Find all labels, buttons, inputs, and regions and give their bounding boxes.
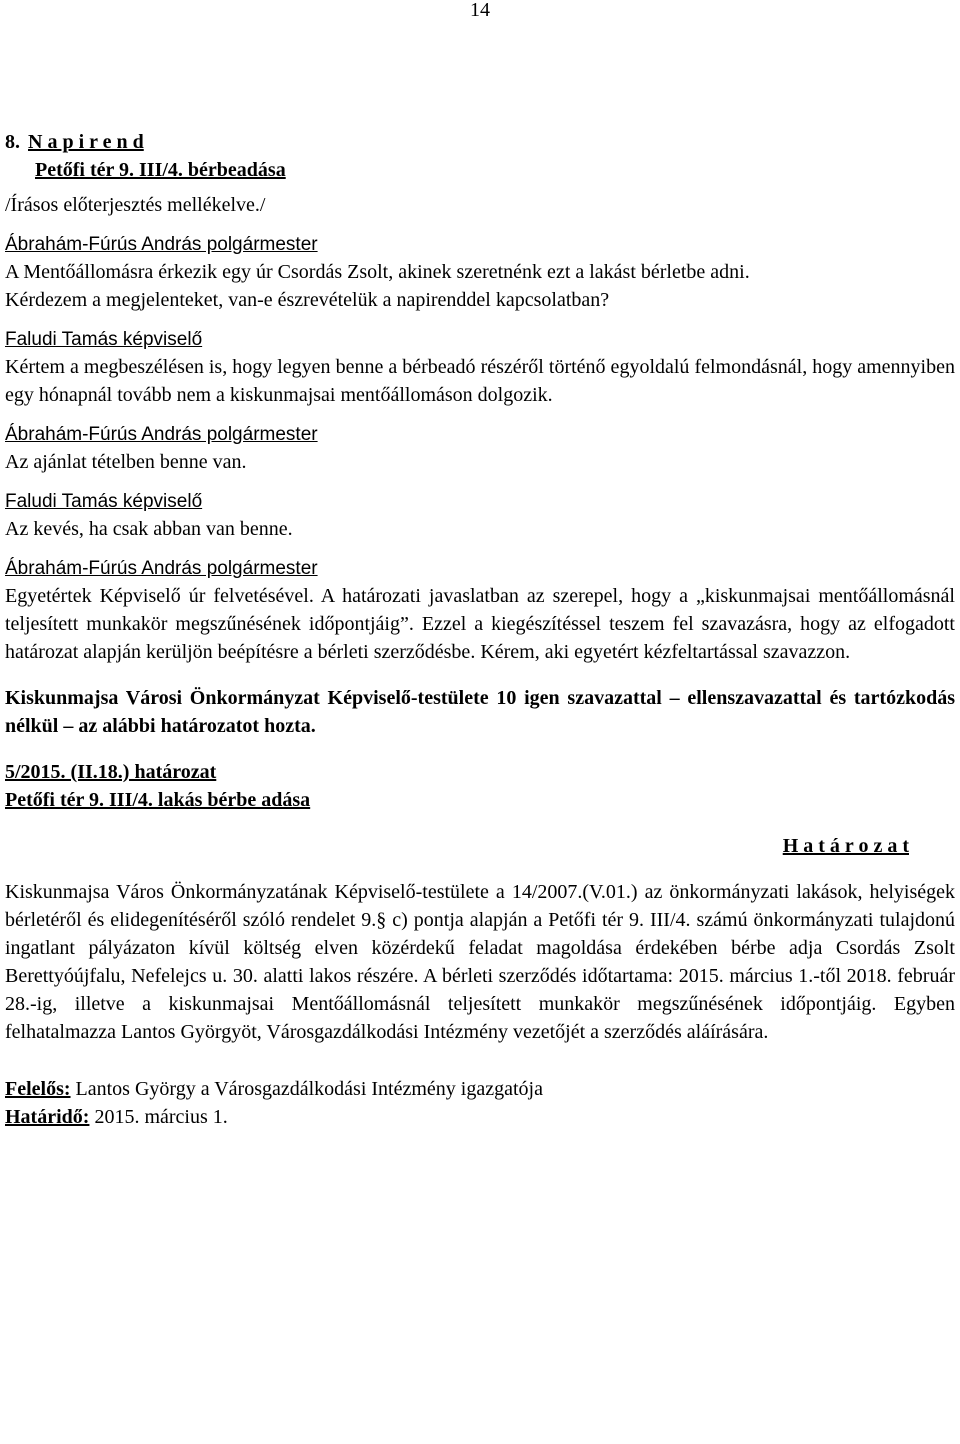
speech-text: Az ajánlat tételben benne van.: [5, 451, 247, 473]
agenda-heading: [5, 128, 955, 156]
speaker-name: Faludi Tamás képviselő: [5, 329, 203, 350]
speaker-name: Ábrahám-Fúrús András polgármester: [5, 424, 318, 445]
document-body: [5, 128, 955, 1131]
responsible-label: Felelős:: [5, 1078, 71, 1100]
resolution-body: Kiskunmajsa Város Önkormányzatának Képviselő-testülete a 14/2007.(V.01.) az önkormányzati lakások, helyiségek bérletéről és elidegenítéséről szóló rendelet 9.§ c) pontja alapján a Petőfi tér 9. III/4. számú önkormányzati tulajdonú ingatlant pályázaton kívül költség elven közérdekű feladat magoldása érdekében bérbe adja Csordás Zsolt Berettyóújfalu, Nefelejcs u. 30. alatti lakos részére. A bérleti szerződés időtartama: 2015. március 1.-től 2018. február 28.-ig, illetve a kiskunmajsai Mentőállomásnál teljesített munkakör megszűnésének időpontjáig. Egyben felhatalmazza Lantos Györgyöt, Városgazdálkodási Intézmény vezetőjét a szerződés aláírására.: [5, 881, 955, 1043]
speaker-name: Ábrahám-Fúrús András polgármester: [5, 234, 318, 255]
speech-text: Kértem a megbeszélésen is, hogy legyen benne a bérbeadó részéről történő egyoldalú felmondásnál, hogy amennyiben egy hónapnál tovább nem a kiskunmajsai mentőállomáson dolgozik.: [5, 356, 955, 406]
responsible-value: Lantos György a Városgazdálkodási Intézmény igazgatója: [70, 1078, 543, 1100]
vote-result: Kiskunmajsa Városi Önkormányzat Képviselő-testülete 10 igen szavazattal – ellenszavazattal és tartózkodás nélkül – az alábbi határozatot hozta.: [5, 687, 955, 737]
resolution-heading: H a t á r o z a t: [782, 835, 909, 857]
speech-line: Kérdezem a megjelenteket, van-e észrevételük a napirenddel kapcsolatban?: [5, 289, 610, 311]
agenda-note: /Írásos előterjesztés mellékelve./: [5, 194, 266, 216]
speaker-name: Faludi Tamás képviselő: [5, 491, 203, 512]
speech-text: Az kevés, ha csak abban van benne.: [5, 518, 293, 540]
page-number: 14: [470, 0, 490, 21]
speech-text: Egyetértek Képviselő úr felvetésével. A határozati javaslatban az szerepel, hogy a „kiskunmajsai mentőállomásnál teljesített munkakör megszűnésének időpontjáig”. Ezzel a kiegészítéssel teszem fel szavazásra, hogy az elfogadott határozat alapján kerüljön beépítésre a bérleti szerződésbe. Kérem, aki egyetért kézfeltartással szavazzon.: [5, 585, 955, 663]
deadline-row: [5, 1103, 955, 1131]
resolution-subject: Petőfi tér 9. III/4. lakás bérbe adása: [5, 789, 311, 811]
speech-line: A Mentőállomásra érkezik egy úr Csordás Zsolt, akinek szeretnénk ezt a lakást bérletbe adni.: [5, 261, 750, 283]
deadline-label: Határidő:: [5, 1106, 90, 1128]
responsible-row: [5, 1075, 955, 1103]
resolution-number: 5/2015. (II.18.) határozat: [5, 761, 217, 783]
speaker-name: Ábrahám-Fúrús András polgármester: [5, 558, 318, 579]
agenda-number: 8.: [5, 131, 20, 153]
agenda-subject: [5, 156, 955, 184]
agenda-title: N a p i r e n d: [28, 131, 144, 153]
deadline-value: 2015. március 1.: [89, 1106, 228, 1128]
agenda-subject-text: Petőfi tér 9. III/4. bérbeadása: [35, 159, 286, 181]
